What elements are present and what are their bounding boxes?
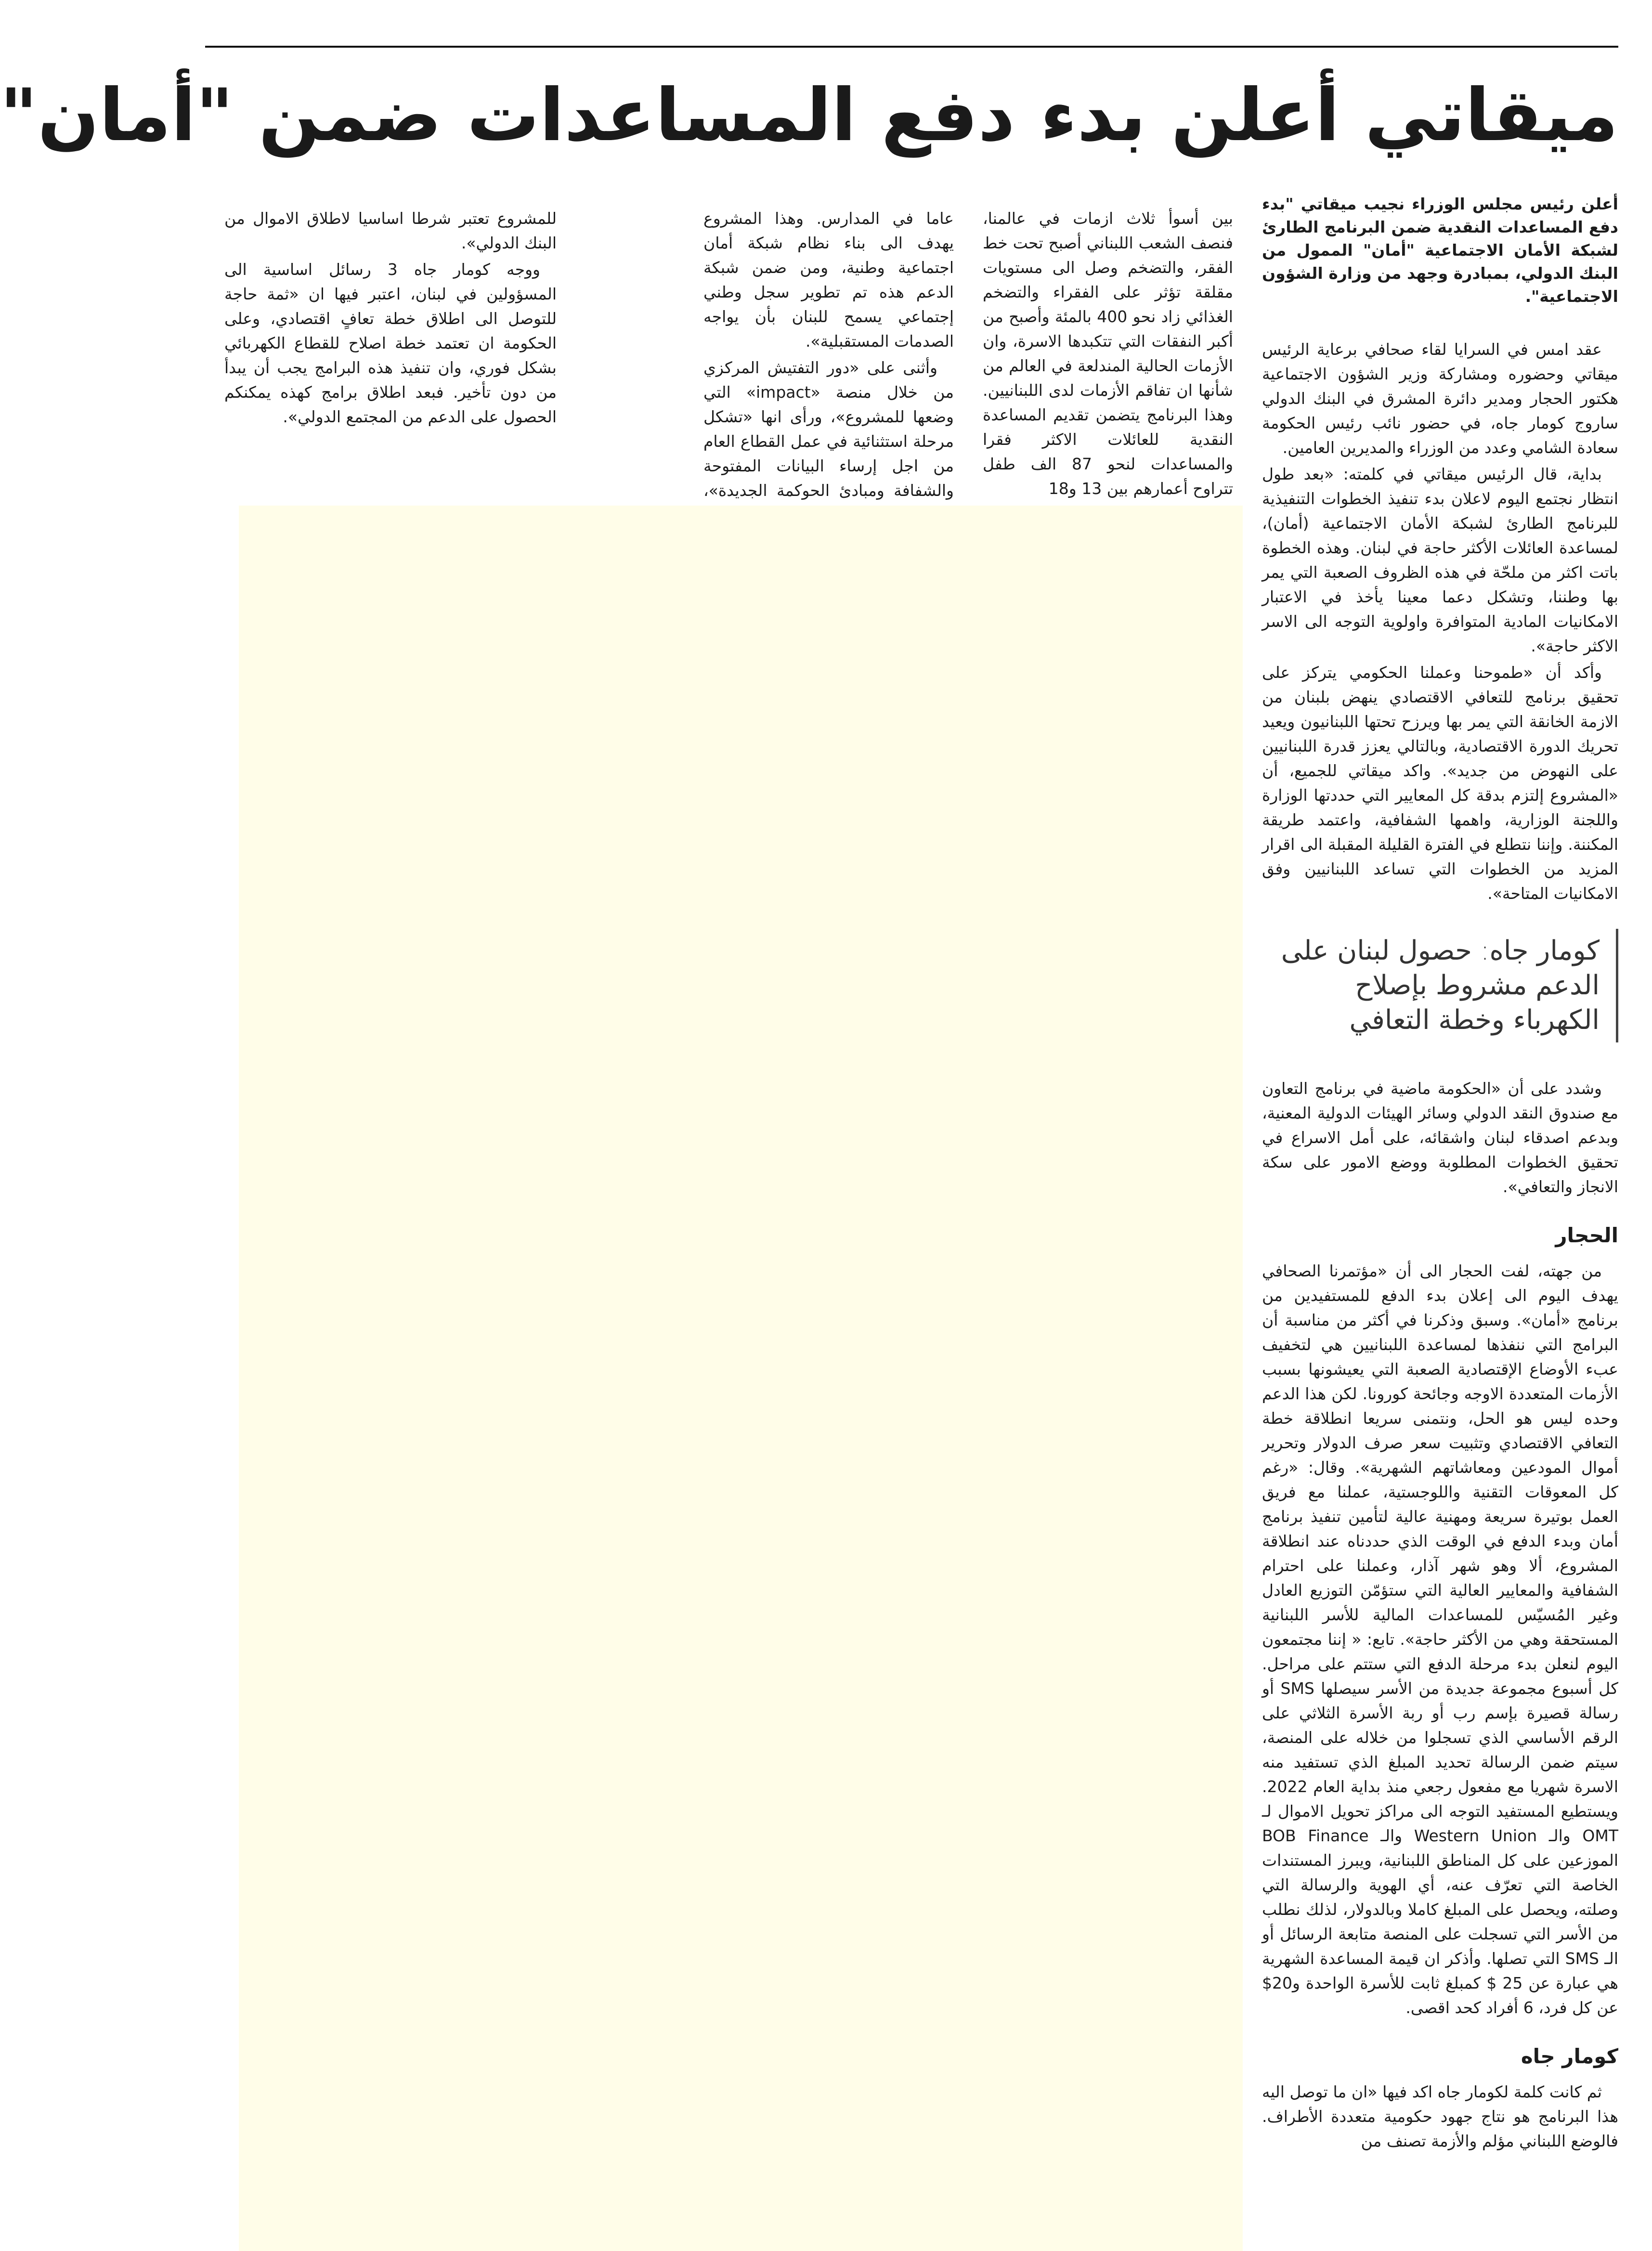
paragraph: للمشروع تعتبر شرطا اساسيا لاطلاق الاموال من البنك الدولي». — [224, 209, 557, 252]
paragraph: ووجه كومار جاه 3 رسائل اساسية الى المسؤولين في لبنان، اعتبر فيها ان «ثمة حاجة للتوصل الى اطلاق خطة تعافٍ اقتصادي، وعلى الحكومة ان تعتمد خطة اصلاح للقطاع الكهربائي بشكل فوري، وان تنفيذ هذه البرامج يجب أن يبدأ من دون تأخير. فبعد اطلاق برامج كهذه يمكنكم الحصول على الدعم من المجتمع الدولي». — [224, 260, 557, 426]
paragraph: بداية، قال الرئيس ميقاتي في كلمته: «بعد طول انتظار نجتمع اليوم لاعلان بدء تنفيذ الخطوات التنفيذية للبرنامج الطارئ لشبكة الأمان الاجتماعية (أمان)، لمساعدة العائلات الأكثر حاجة في لبنان. وهذه الخطوة باتت اكثر من ملحّة في هذه الظروف الصعبة التي يمر بها وطننا، وتشكل دعما معينا يأخذ في الاعتبار الامكانيات المادية المتوافرة واولوية التوجه الى الاسر الاكثر حاجة». — [1262, 465, 1618, 655]
paragraph: وشدد على أن «الحكومة ماضية في برنامج التعاون مع صندوق النقد الدولي وسائر الهيئات الدولية المعنية، وبدعم اصدقاء لبنان واشقائه، على أمل الاسراع في تحقيق الخطوات المطلوبة ووضع الامور على سكة الانجاز والتعافي». — [1262, 1079, 1618, 1196]
headline: ميقاتي أعلن بدء دفع المساعدات ضمن "أمان" — [0, 74, 1618, 157]
pull-quote: كومار جاه: حصول لبنان على الدعم مشروط بإصلاح الكهرباء وخطة التعافي — [1262, 929, 1618, 1042]
column-2 — [983, 206, 1233, 503]
paragraph: من جهته، لفت الحجار الى أن «مؤتمرنا الصحافي يهدف اليوم الى إعلان بدء الدفع للمستفيدين من برنامج «أمان». وسبق وذكرنا في أكثر من مناسبة أن البرامج التي ننفذها لمساعدة اللبنانيين هي لتخفيف عبء الأوضاع الإقتصادية الصعبة التي يعيشونها بسبب الأزمات المتعددة الاوجه وجائحة كورونا. لكن هذا الدعم وحده ليس هو الحل، ونتمنى سريعا انطلاقة خطة التعافي الاقتصادي وتثبيت سعر صرف الدولار وتحرير أموال المودعين ومعاشاتهم الشهرية». وقال: «رغم كل المعوقات التقنية واللوجستية، عملنا مع فريق العمل بوتيرة سريعة ومهنية عالية لتأمين تنفيذ برنامج أمان وبدء الدفع في الوقت الذي حددناه عند انطلاقة المشروع، ألا وهو شهر آذار، وعملنا على احترام الشفافية والمعايير العالية التي ستؤمّن التوزيع العادل وغير المُسيّس للمساعدات المالية للأسر اللبنانية المستحقة وهي من الأكثر حاجة». تابع: « إننا مجتمعون اليوم لنعلن بدء مرحلة الدفع التي ستتم على مراحل. كل أسبوع مجموعة جديدة من الأسر سيصلها SMS أو رسالة قصيرة بإسم رب أو ربة الأسرة الثلاثي على الرقم الأساسي الذي تسجلوا من خلاله على المنصة، سيتم ضمن الرسالة تحديد المبلغ الذي تستفيد منه الاسرة شهريا مع مفعول رجعي منذ بداية العام 2022. ويستطيع المستفيد التوجه الى مراكز تحويل الاموال لـ OMT والـ Western Union والـ BOB Finance الموزعين على كل المناطق اللبنانية، ويبرز المستندات الخاصة التي تعرّف عنه، أي الهوية والرسالة التي وصلته، ويحصل على المبلغ كاملا وبالدولار، لذلك نطلب من الأسر التي تسجلت على المنصة متابعة الرسائل أو الـ SMS التي تصلها. وأذكر ان قيمة المساعدة الشهرية هي عبارة عن 25 $ كمبلغ ثابت للأسرة الواحدة و20$ عن كل فرد، 6 أفراد كحد اقصى. — [1262, 1262, 1618, 2017]
subheading-hajjar: الحجار — [1555, 1223, 1618, 1247]
photo-placeholder — [239, 506, 1243, 2251]
top-rule — [205, 46, 1618, 48]
paragraph: ثم كانت كلمة لكومار جاه اكد فيها «ان ما توصل اليه هذا البرنامج هو نتاج جهود حكومية متعددة الأطراف. فالوضع اللبناني مؤلم والأزمة تصنف من — [1262, 2082, 1618, 2150]
column-1 — [1262, 193, 1618, 2155]
column-3 — [703, 206, 954, 529]
lede — [1262, 193, 1618, 308]
paragraph: وأثنى على «دور التفتيش المركزي من خلال منصة «impact» التي وضعها للمشروع»، ورأى انها «تشكل مرحلة استثنائية في عمل القطاع العام من اجل إرساء البيانات المفتوحة والشفافة ومبادئ الحوكمة الجديدة»، — [703, 358, 954, 500]
paragraph: عاما في المدارس. وهذا المشروع يهدف الى بناء نظام شبكة أمان اجتماعية وطنية، ومن ضمن شبكة الدعم هذه تم تطوير سجل وطني إجتماعي يسمح للبنان بأن يواجه الصدمات المستقبلية». — [703, 209, 954, 351]
subheading-kumar-jha: كومار جاه — [1521, 2044, 1618, 2068]
column-4 — [224, 206, 557, 431]
paragraph: عقد امس في السرايا لقاء صحافي برعاية الرئيس ميقاتي وحضوره ومشاركة وزير الشؤون الاجتماعية هكتور الحجار ومدير دائرة المشرق في البنك الدولي ساروج كومار جاه، في حضور نائب رئيس الحكومة سعادة الشامي وعدد من الوزراء والمديرين العامين. — [1262, 340, 1618, 457]
paragraph: وأكد أن «طموحنا وعملنا الحكومي يتركز على تحقيق برنامج للتعافي الاقتصادي ينهض بلبنان من الازمة الخانقة التي يمر بها ويرزح تحتها اللبنانيون ويعيد تحريك الدورة الاقتصادية، وبالتالي يعزز قدرة اللبنانيين على النهوض من جديد». واكد ميقاتي للجميع، أن «المشروع إلتزم بدقة كل المعايير التي حددتها الوزارة واللجنة الوزارية، واهمها الشفافية، واعتمد طريقة المكننة. وإننا نتطلع في الفترة القليلة المقبلة الى اقرار المزيد من الخطوات التي تساعد اللبنانيين وفق الامكانيات المتاحة». — [1262, 663, 1618, 903]
paragraph: بين أسوأ ثلاث ازمات في عالمنا، فنصف الشعب اللبناني أصبح تحت خط الفقر، والتضخم وصل الى مستويات مقلقة تؤثر على الفقراء والتضخم الغذائي زاد نحو 400 بالمئة وأصبح من أكبر النفقات التي تتكبدها الاسرة، وان الأزمات الحالية المندلعة في العالم من شأنها ان تفاقم الأزمات لدى اللبنانيين. وهذا البرنامج يتضمن تقديم المساعدة النقدية للعائلات الاكثر فقرا والمساعدات لنحو 87 الف طفل تتراوح أعمارهم بين 13 و18 — [983, 209, 1233, 498]
lede-text: أعلن رئيس مجلس الوزراء نجيب ميقاتي "بدء دفع المساعدات النقدية ضمن البرنامج الطارئ لشبكة الأمان الاجتماعية "أمان" الممول من البنك الدولي، بمبادرة وجهد من وزارة الشؤون الاجتماعية". — [1262, 195, 1618, 306]
